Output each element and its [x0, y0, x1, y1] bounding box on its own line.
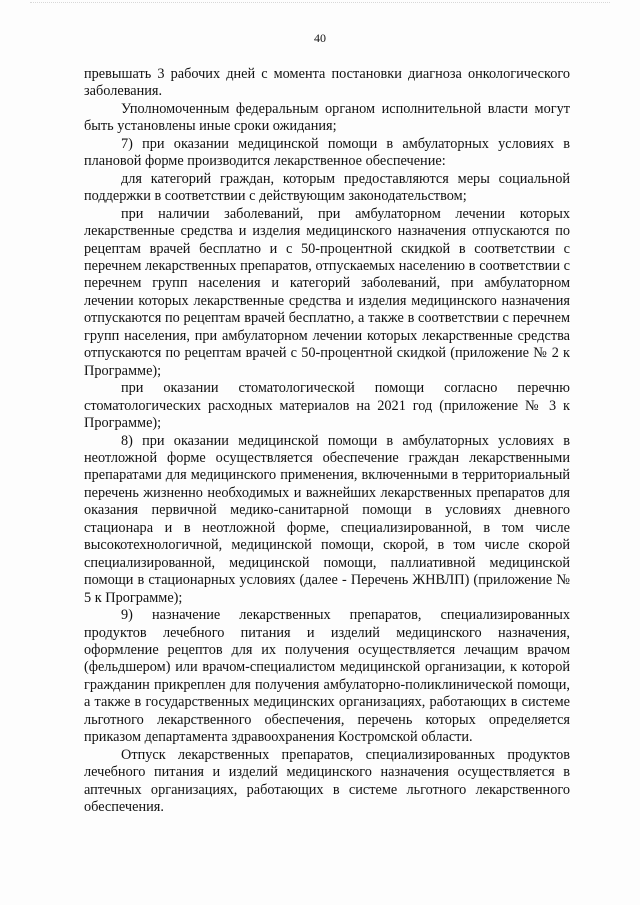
paragraph-pharmacy-dispensing: Отпуск лекарственных препаратов, специализированных продуктов лечебного питания и изделий медицинского назначения осуществляется в аптечных организациях, работающих в системе льготного лекарственного обеспечения.: [84, 746, 570, 816]
paragraph-item-9: 9) назначение лекарственных препаратов, специализированных продуктов лечебного питания и изделий медицинского назначения, оформление рецептов для их получения осуществляется лечащим врачом (фельдшером) или врачом-специалистом медицинской организации, к которой гражданин прикреплен для получения амбулаторно-поликлинической помощи, а также в государственных медицинских организациях, работающих в системе льготного лекарственного обеспечения, перечень которых определяется приказом департамента здравоохранения Костромской области.: [84, 607, 570, 746]
paragraph-other-waiting-terms: Уполномоченным федеральным органом исполнительной власти могут быть установлены иные сроки ожидания;: [84, 100, 570, 135]
paragraph-dental-materials: при оказании стоматологической помощи согласно перечню стоматологических расходных материалов на 2021 год (приложение № 3 к Программе);: [84, 380, 570, 432]
page-number: 40: [314, 31, 326, 45]
paragraph-social-support-categories: для категорий граждан, которым предоставляются меры социальной поддержки в соответствии с действующим законодательством;: [84, 170, 570, 205]
paragraph-item-7: 7) при оказании медицинской помощи в амбулаторных условиях в плановой форме производится лекарственное обеспечение:: [84, 135, 570, 170]
scan-header-artifact: [30, 2, 610, 7]
paragraph-item-8: 8) при оказании медицинской помощи в амбулаторных условиях в неотложной форме осуществляется обеспечение граждан лекарственными препаратами для медицинского применения, включенными в территориальный перечень жизненно необходимых и важнейших лекарственных препаратов для оказания первичной медико-санитарной помощи в условиях дневного стационара и в неотложной форме, специализированной, в том числе высокотехнологичной, медицинской помощи, скорой, в том числе скорой специализированной, медицинской помощи, паллиативной медицинской помощи в стационарных условиях (далее - Перечень ЖНВЛП) (приложение № 5 к Программе);: [84, 432, 570, 606]
paragraph-diagnosis-deadline: превышать 3 рабочих дней с момента постановки диагноза онкологического заболевания.: [84, 66, 570, 100]
document-body: [84, 66, 570, 816]
paragraph-disease-list-discount: при наличии заболеваний, при амбулаторном лечении которых лекарственные средства и изделия медицинского назначения отпускаются по рецептам врачей бесплатно и с 50-процентной скидкой в соответствии с перечнем лекарственных препаратов, отпускаемых населению в соответствии с перечнем групп населения и категорий заболеваний, при амбулаторном лечении которых лекарственные средства и изделия медицинского назначения отпускаются по рецептам врачей бесплатно, а также в соответствии с перечнем групп населения, при амбулаторном лечении которых лекарственные средства отпускаются по рецептам врачей с 50-процентной скидкой (приложение № 2 к Программе);: [84, 205, 570, 379]
